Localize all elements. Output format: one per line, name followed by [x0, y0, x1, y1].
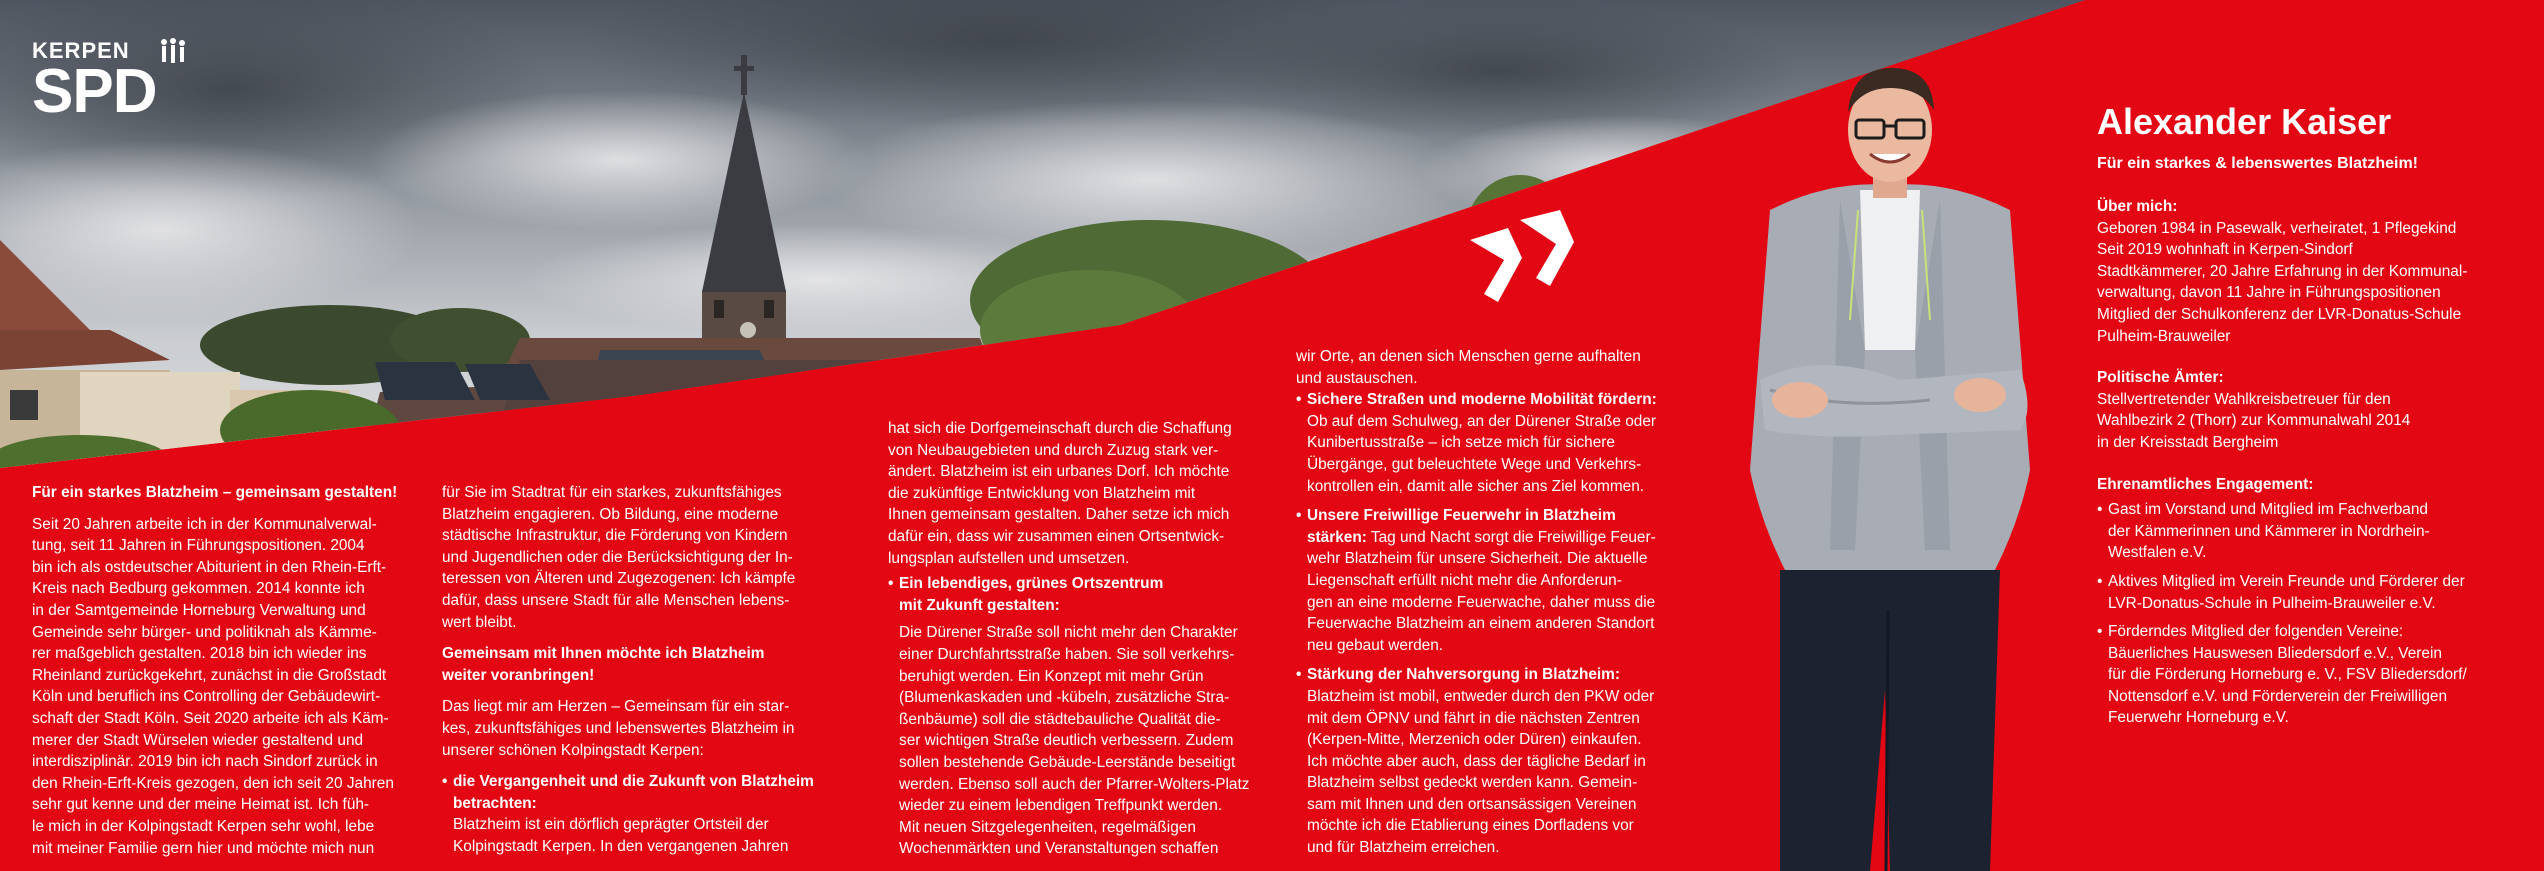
- text-column-4: [1296, 346, 1686, 859]
- bullet-title: • Stärkung der Nahversorgung in Blatzheim:: [1307, 666, 1620, 684]
- column-4-line: wir Orte, an denen sich Menschen gerne aufhalten: [1296, 348, 1641, 365]
- honor-item: [2097, 499, 2517, 564]
- honor-heading: Ehrenamtliches Engagement:: [2097, 475, 2314, 493]
- bullet-body: möchte ich die Etablierung eines Dorfladens vor: [1307, 817, 1634, 835]
- bullet-body: Ich möchte aber auch, dass der tägliche Bedarf in: [1307, 752, 1646, 770]
- bullet-title: • Ein lebendiges, grünes Ortszentrum: [899, 575, 1164, 593]
- column-3-line: lungsplan aufstellen und umsetzen.: [888, 549, 1130, 567]
- column-1-line: interdisziplinär. 2019 bin ich nach Sindorf zurück in: [32, 753, 378, 771]
- candidate-tagline: Für ein starkes & lebenswertes Blatzheim!: [2097, 155, 2418, 172]
- text-column-2: [442, 482, 830, 858]
- bullet-body: gen an eine moderne Feuerwache, daher muss die: [1307, 593, 1656, 611]
- bullet-title: stärken:: [1307, 528, 1367, 546]
- about-heading: Über mich:: [2097, 198, 2178, 215]
- bullet-body: ßenbäume) soll die städtebauliche Qualität die-: [899, 710, 1221, 728]
- column-2-line: für Sie im Stadtrat für ein starkes, zukunftsfähiges: [442, 484, 782, 501]
- column-1-heading: Für ein starkes Blatzheim – gemeinsam gestalten!: [32, 484, 398, 501]
- people-figures-icon: [160, 38, 186, 66]
- honor-line: • Aktives Mitglied im Verein Freunde und Förderer der: [2108, 572, 2465, 590]
- bullet-body: Liegenschaft erfüllt nicht mehr die Anforderun-: [1307, 571, 1622, 589]
- bullet-title: • die Vergangenheit und die Zukunft von Blatzheim: [453, 773, 814, 791]
- bullet-body: Feuerwache Blatzheim an einem anderen Standort: [1307, 615, 1655, 633]
- bullet-body: beruhigt werden. Ein Konzept mit mehr Grün: [899, 667, 1204, 685]
- candidate-portrait: [1740, 50, 2040, 871]
- column-2-heading: weiter voranbringen!: [442, 666, 595, 684]
- bullet-body: Wochenmärkten und Veranstaltungen schaffen: [899, 840, 1219, 858]
- column-1-line: tung, seit 11 Jahren in Führungspositionen. 2004: [32, 537, 365, 555]
- about-line: Geboren 1984 in Pasewalk, verheiratet, 1 Pflegekind: [2097, 219, 2457, 237]
- text-column-3: [888, 418, 1272, 860]
- honor-line: • Gast im Vorstand und Mitglied im Fachverband: [2108, 501, 2428, 519]
- bullet-body: Tag und Nacht sorgt die Freiwillige Feuer-: [1366, 528, 1656, 546]
- bullet-body: Ob auf dem Schulweg, an der Dürener Straße oder: [1307, 412, 1657, 430]
- column-2-line: unserer schönen Kolpingstadt Kerpen:: [442, 741, 704, 759]
- column-1-line: bin ich als ostdeutscher Abiturient in den Rhein-Erft-: [32, 558, 387, 576]
- bullet-body: kontrollen ein, damit alle sicher ans Ziel kommen.: [1307, 477, 1645, 495]
- bullet-body: einer Durchfahrtsstraße haben. Sie soll verkehrs-: [899, 645, 1235, 663]
- column-3-line: hat sich die Dorfgemeinschaft durch die Schaffung: [888, 420, 1232, 437]
- logo-spd-text: SPD: [32, 57, 157, 126]
- bullet-body: (Kerpen-Mitte, Merzenich oder Düren) einkaufen.: [1307, 731, 1642, 749]
- column-2-line: städtische Infrastruktur, die Förderung von Kindern: [442, 527, 788, 545]
- column-2-line: Das liegt mir am Herzen – Gemeinsam für ein star-: [442, 698, 790, 716]
- candidate-name: Alexander Kaiser: [2097, 101, 2392, 142]
- offices-line: in der Kreisstadt Bergheim: [2097, 433, 2279, 451]
- column-1-line: sehr gut kenne und der meine Heimat ist. Ich füh-: [32, 796, 370, 814]
- column-1-line: merer der Stadt Würselen wieder gestaltend und: [32, 731, 364, 749]
- bullet-body: Blatzheim selbst gedeckt werden kann. Gemein-: [1307, 774, 1638, 792]
- column-2-line: kes, zukunftsfähiges und lebenswertes Blatzheim in: [442, 719, 795, 737]
- bullet-body: (Blumenkaskaden und -kübeln, zusätzliche Stra-: [899, 689, 1230, 707]
- column-2-line: und Jugendlichen oder die Berücksichtigung der In-: [442, 548, 793, 566]
- honor-item: [2097, 621, 2517, 729]
- profile-column: [2097, 98, 2517, 736]
- offices-line: Wahlbezirk 2 (Thorr) zur Kommunalwahl 2014: [2097, 412, 2411, 430]
- bullet-body: Kunibertusstraße – ich setze mich für sichere: [1307, 434, 1615, 452]
- column-2-line: teressen von Älteren und Zugezogenen: Ich kämpfe: [442, 570, 796, 588]
- list-item: [888, 573, 1272, 860]
- about-line: Mitglied der Schulkonferenz der LVR-Donatus-Schule: [2097, 305, 2462, 323]
- column-2-line: Blatzheim engagieren. Ob Bildung, eine moderne: [442, 505, 779, 523]
- bullet-body: Blatzheim ist ein dörflich geprägter Ortsteil der: [453, 816, 769, 834]
- column-3-line: die zukünftige Entwicklung von Blatzheim mit: [888, 484, 1196, 502]
- honor-line: • Förderndes Mitglied der folgenden Vereine:: [2108, 623, 2404, 641]
- column-4-line: und austauschen.: [1296, 369, 1418, 387]
- column-3-line: ändert. Blatzheim ist ein urbanes Dorf. Ich möchte: [888, 463, 1230, 481]
- column-1-line: schaft der Stadt Köln. Seit 2020 arbeite ich als Käm-: [32, 709, 389, 727]
- column-3-line: Ihnen gemeinsam gestalten. Daher setze ich mich: [888, 506, 1230, 524]
- honor-line: der Kämmerinnen und Kämmerer in Nordrhein-: [2108, 522, 2430, 540]
- chevron-arrows-icon: [1470, 210, 1580, 310]
- bullet-title: mit Zukunft gestalten:: [899, 596, 1060, 614]
- column-1-line: Köln und beruflich ins Controlling der Gebäudewirt-: [32, 688, 381, 706]
- honor-line: LVR-Donatus-Schule in Pulheim-Brauweiler e.V.: [2108, 594, 2436, 612]
- bullet-body: Die Dürener Straße soll nicht mehr den Charakter: [899, 624, 1238, 642]
- honor-line: für die Förderung Horneburg e. V., FSV Bliedersdorf/: [2108, 666, 2467, 684]
- honor-line: Bäuerliches Hauswesen Bliedersdorf e.V., Verein: [2108, 644, 2442, 662]
- bullet-title: • Unsere Freiwillige Feuerwehr in Blatzheim: [1307, 507, 1616, 525]
- bullet-body: wehr Blatzheim für unsere Sicherheit. Die aktuelle: [1307, 550, 1648, 568]
- bullet-body: und für Blatzheim erreichen.: [1307, 839, 1500, 857]
- bullet-body: wieder zu einem lebendigen Treffpunkt werden.: [899, 797, 1223, 815]
- bullet-body: Kolpingstadt Kerpen. In den vergangenen Jahren: [453, 837, 789, 855]
- column-3-line: von Neubaugebieten und durch Zuzug stark ver-: [888, 441, 1219, 459]
- logo-kerpen-text: KERPEN: [32, 38, 130, 63]
- about-line: Stadtkämmerer, 20 Jahre Erfahrung in der Kommunal-: [2097, 262, 2468, 280]
- column-1-line: Seit 20 Jahren arbeite ich in der Kommunalverwal-: [32, 515, 377, 533]
- column-1-line: den Rhein-Erft-Kreis gezogen, den ich seit 20 Jahren: [32, 774, 394, 792]
- offices-heading: Politische Ämter:: [2097, 369, 2224, 387]
- column-1-line: Kreis nach Bedburg gekommen. 2014 konnte ich: [32, 580, 365, 598]
- text-column-1: [32, 482, 412, 859]
- honor-line: Nottensdorf e.V. und Förderverein der Freiwilligen: [2108, 687, 2448, 705]
- column-1-line: Rheinland zurückgekehrt, zunächst in die Großstadt: [32, 666, 387, 684]
- about-line: Pulheim-Brauweiler: [2097, 327, 2231, 345]
- spd-logo: [32, 38, 157, 126]
- about-line: verwaltung, davon 11 Jahre in Führungspositionen: [2097, 284, 2441, 302]
- column-1-line: rer maßgeblich gestalten. 2018 bin ich wieder ins: [32, 645, 367, 663]
- bullet-title: • Sichere Straßen und moderne Mobilität fördern:: [1307, 391, 1657, 409]
- bullet-body: werden. Ebenso soll auch der Pfarrer-Wolters-Platz: [899, 775, 1250, 793]
- column-1-line: le mich in der Kolpingstadt Kerpen sehr wohl, lebe: [32, 817, 375, 835]
- honor-line: Westfalen e.V.: [2108, 544, 2207, 562]
- column-1-line: in der Samtgemeinde Horneburg Verwaltung und: [32, 601, 366, 619]
- list-item: [1296, 664, 1686, 858]
- bullet-body: Blatzheim ist mobil, entweder durch den PKW oder: [1307, 687, 1655, 705]
- list-item: [1296, 505, 1686, 656]
- bullet-body: sam mit Ihnen und den ortsansässigen Vereinen: [1307, 795, 1637, 813]
- honor-line: Feuerwehr Horneburg e.V.: [2108, 709, 2289, 727]
- column-2-line: wert bleibt.: [442, 613, 517, 631]
- bullet-body: neu gebaut werden.: [1307, 636, 1444, 654]
- column-3-line: dafür ein, dass wir zusammen einen Ortsentwick-: [888, 527, 1225, 545]
- list-item: [442, 771, 830, 857]
- offices-line: Stellvertretender Wahlkreisbetreuer für den: [2097, 390, 2391, 408]
- bullet-body: sollen bestehende Gebäude-Leerstände beseitigt: [899, 753, 1236, 771]
- column-2-line: dafür, dass unsere Stadt für alle Menschen lebens-: [442, 591, 790, 609]
- bullet-body: ser wichtigen Straße deutlich verbessern. Zudem: [899, 732, 1234, 750]
- list-item: [1296, 389, 1686, 497]
- about-line: Seit 2019 wohnhaft in Kerpen-Sindorf: [2097, 241, 2353, 259]
- honor-item: [2097, 571, 2517, 614]
- bullet-body: mit dem ÖPNV und fährt in die nächsten Zentren: [1307, 709, 1640, 727]
- column-1-line: mit meiner Familie gern hier und möchte mich nun: [32, 839, 375, 857]
- bullet-title: betrachten:: [453, 794, 537, 812]
- column-1-line: Gemeinde sehr bürger- und politiknah als Kämme-: [32, 623, 377, 641]
- bullet-body: Mit neuen Sitzgelegenheiten, regelmäßigen: [899, 818, 1196, 836]
- column-2-heading: Gemeinsam mit Ihnen möchte ich Blatzheim: [442, 645, 765, 663]
- bullet-body: Übergänge, gut beleuchtete Wege und Verkehrs-: [1307, 455, 1642, 473]
